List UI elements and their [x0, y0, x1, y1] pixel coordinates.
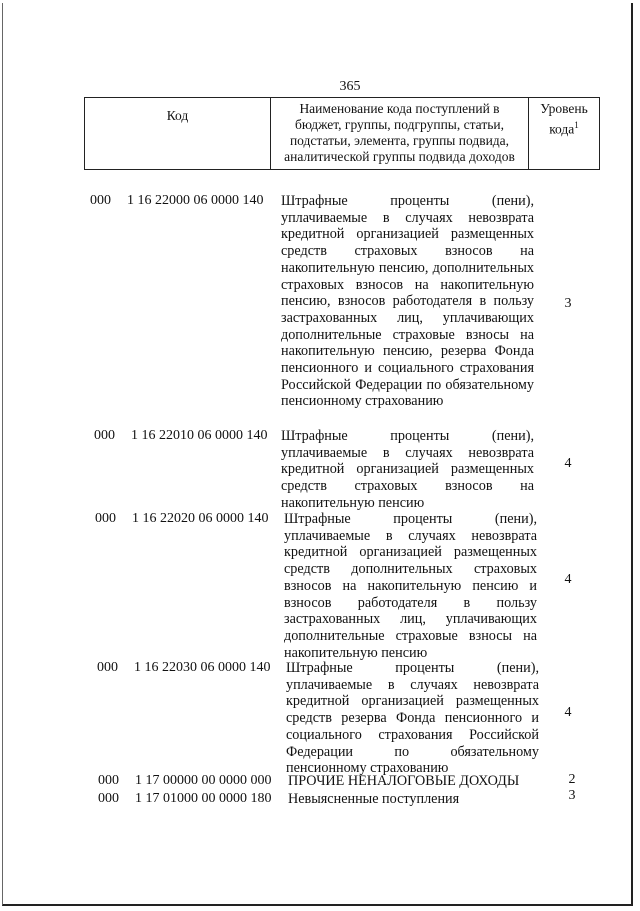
header-level [529, 98, 599, 169]
page-number: 365 [339, 79, 361, 94]
header-name [271, 98, 529, 169]
row-level: 4 [564, 705, 572, 720]
row-prefix: 000 [97, 660, 118, 675]
row-prefix: 000 [94, 428, 115, 443]
row-description: Невыясненные поступления [288, 791, 460, 807]
header-level-line [529, 117, 599, 138]
row-prefix: 000 [90, 193, 111, 208]
row-code: 1 17 00000 00 0000 000 [135, 773, 272, 788]
row-level: 4 [564, 456, 572, 471]
row-prefix: 000 [95, 511, 116, 526]
row-level: 2 [568, 772, 576, 787]
header-name-line: бюджет, группы, подгруппы, статьи, [295, 117, 504, 132]
row-code: 1 16 22010 06 0000 140 [131, 428, 268, 443]
header-level-line: Уровень [540, 101, 588, 116]
row-description: ПРОЧИЕ НЕНАЛОГОВЫЕ ДОХОДЫ [288, 773, 520, 789]
header-name-line: Наименование кода поступлений в [299, 101, 500, 116]
row-prefix: 000 [98, 773, 119, 788]
row-level: 3 [564, 296, 572, 311]
row-description: Штрафные проценты (пени), уплачиваемые в случаях невозврата кредитной организацией размещенных средств дополнительных страховых взносов на накопительную пенсию и взносов работодателя в пользу застрахованных лиц, уплачивающих дополнительные страховые взносы на накопительную пенсию [284, 511, 537, 661]
row-code: 1 16 22020 06 0000 140 [132, 511, 269, 526]
header-level-footnote: 1 [574, 120, 579, 130]
header-name-line: подстатьи, элемента, группы подвида, [289, 133, 510, 148]
table-header [84, 97, 600, 170]
header-code: Код [85, 98, 271, 169]
header-name-line: аналитической группы подвида доходов [284, 149, 515, 164]
row-description: Штрафные проценты (пени), уплачиваемые в случаях невозврата кредитной организацией размещенных средств страховых взносов на накопительную пенсию, дополнительных страховых взносов на накопительную пенсию, взносов работодателя в пользу застрахованных лиц, уплачивающих дополнительные страховые взносы на накопительную пенсию, резерва Фонда пенсионного и социального страхования Российской Федерации по обязательному пенсионному страхованию [281, 193, 534, 410]
row-description: Штрафные проценты (пени), уплачиваемые в случаях невозврата кредитной организацией размещенных средств резерва Фонда пенсионного и социального страхования Российской Федерации по обязательному пенсионному страхованию [286, 660, 539, 777]
row-code: 1 16 22030 06 0000 140 [134, 660, 271, 675]
header-level-word: кода [549, 121, 575, 137]
row-level: 3 [568, 788, 576, 803]
row-description: Штрафные проценты (пени), уплачиваемые в случаях невозврата кредитной организацией размещенных средств страховых взносов на накопительную пенсию [281, 428, 534, 511]
row-code: 1 16 22000 06 0000 140 [127, 193, 264, 208]
row-prefix: 000 [98, 791, 119, 806]
row-level: 4 [564, 572, 572, 587]
row-code: 1 17 01000 00 0000 180 [135, 791, 272, 806]
